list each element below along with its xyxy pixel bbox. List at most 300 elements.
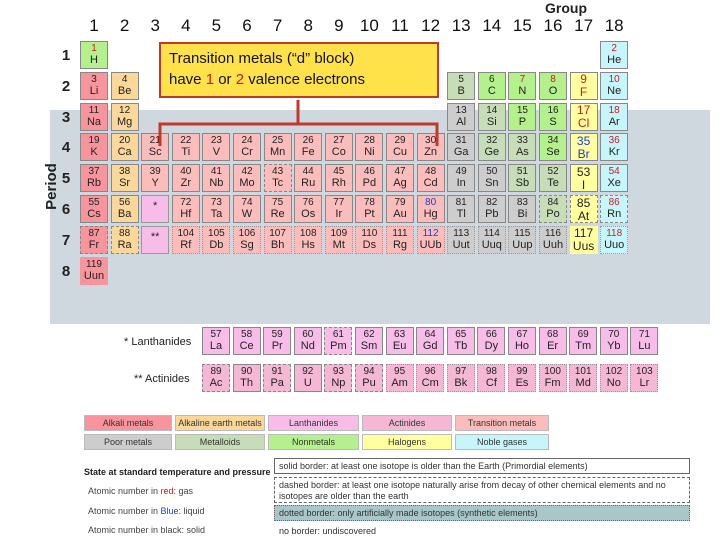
atomic-number: 87 bbox=[88, 227, 100, 239]
atomic-number: 47 bbox=[394, 166, 406, 178]
element-symbol: No bbox=[606, 377, 621, 389]
atomic-number: 99 bbox=[516, 366, 528, 377]
element-symbol: Sr bbox=[119, 177, 131, 190]
element-symbol: P bbox=[518, 115, 527, 128]
period-number: 7 bbox=[61, 231, 71, 249]
element-symbol: As bbox=[515, 146, 529, 159]
atomic-number: 97 bbox=[455, 366, 467, 377]
atomic-number: 6 bbox=[489, 73, 495, 85]
group-number: 14 bbox=[482, 16, 502, 35]
atomic-number: 92 bbox=[302, 366, 314, 377]
transition-metals-callout bbox=[159, 42, 439, 98]
atomic-number: 93 bbox=[332, 366, 344, 377]
element-symbol: Au bbox=[393, 208, 407, 220]
atomic-number: 90 bbox=[241, 366, 253, 377]
legend-item-lanthanide: Lanthanides bbox=[268, 415, 359, 431]
element-symbol: Sg bbox=[240, 238, 254, 251]
element-symbol: Nd bbox=[300, 340, 315, 352]
atomic-number: 18 bbox=[608, 104, 620, 116]
element-symbol: Fr bbox=[88, 238, 100, 251]
legend-item-actinide: Actinides bbox=[362, 415, 452, 431]
state-key-liquid bbox=[88, 506, 205, 516]
element-symbol: Uup bbox=[512, 238, 533, 251]
group-number: 5 bbox=[211, 16, 222, 35]
atomic-number: 37 bbox=[88, 166, 100, 178]
element-symbol: Cu bbox=[392, 146, 408, 159]
element-symbol: C bbox=[487, 84, 496, 97]
atomic-number: 12 bbox=[119, 104, 131, 116]
atomic-number: 3 bbox=[91, 73, 97, 85]
element-symbol: Se bbox=[546, 146, 560, 159]
legend-item-noble: Noble gases bbox=[455, 434, 549, 450]
element-symbol: Ce bbox=[239, 340, 254, 352]
element-symbol: Si bbox=[486, 115, 497, 128]
callout-text: have bbox=[169, 71, 206, 88]
element-symbol: Hf bbox=[180, 208, 192, 220]
state-key-gas bbox=[88, 486, 193, 496]
element-symbol: Ar bbox=[608, 115, 620, 128]
atomic-number: 56 bbox=[119, 197, 131, 208]
atomic-number: 9 bbox=[580, 72, 587, 87]
atomic-number: 64 bbox=[424, 329, 436, 340]
atomic-number: 4 bbox=[121, 73, 128, 85]
border-key-dotted: dotted border: only artificially made isotopes (synthetic elements) bbox=[274, 505, 690, 521]
group-number: 4 bbox=[181, 16, 191, 35]
atomic-number: 106 bbox=[238, 227, 256, 239]
atomic-number: 49 bbox=[455, 166, 467, 178]
atomic-number: 79 bbox=[394, 197, 406, 208]
element-symbol: Rb bbox=[86, 177, 102, 190]
callout-line-1: Transition metals (“d” block) bbox=[169, 50, 355, 67]
element-symbol: Cr bbox=[241, 146, 253, 159]
atomic-number: 89 bbox=[210, 366, 222, 377]
element-symbol: Ru bbox=[301, 177, 316, 190]
callout-number-2: 2 bbox=[235, 71, 245, 88]
atomic-number: 23 bbox=[210, 135, 222, 147]
legend-item-transition: Transition metals bbox=[455, 415, 549, 431]
atomic-number: 119 bbox=[86, 258, 102, 270]
atomic-number: 103 bbox=[636, 366, 653, 377]
group-number: 3 bbox=[150, 16, 160, 35]
atomic-number: 75 bbox=[272, 197, 284, 208]
element-symbol: Bh bbox=[270, 238, 285, 251]
element-symbol: W bbox=[241, 208, 253, 220]
element-symbol: Mg bbox=[116, 115, 133, 128]
f-block-placeholder: ** bbox=[141, 226, 169, 254]
element-symbol: He bbox=[607, 54, 622, 66]
atomic-number: 32 bbox=[486, 135, 498, 147]
atomic-number: 63 bbox=[394, 329, 406, 340]
element-symbol: Pu bbox=[362, 377, 376, 389]
element-symbol: Ds bbox=[362, 238, 377, 251]
atomic-number: 22 bbox=[180, 135, 192, 147]
element-symbol: Ir bbox=[335, 208, 343, 220]
element-symbol: Db bbox=[209, 238, 224, 251]
element-symbol: Uut bbox=[452, 238, 470, 251]
element-symbol: Tc bbox=[272, 177, 284, 190]
element-symbol: Rh bbox=[331, 177, 346, 190]
legend-item-alkali: Alkali metals bbox=[84, 415, 172, 431]
atomic-number: 81 bbox=[455, 197, 467, 208]
element-symbol: Gd bbox=[422, 340, 438, 352]
atomic-number: 48 bbox=[425, 166, 437, 178]
element-symbol: Cl bbox=[577, 116, 590, 131]
atomic-number: 84 bbox=[547, 197, 559, 208]
element-symbol: Hs bbox=[301, 238, 315, 251]
element-symbol: I bbox=[581, 177, 586, 192]
atomic-number: 27 bbox=[333, 135, 345, 147]
atomic-number: 31 bbox=[455, 135, 467, 147]
element-symbol: Pb bbox=[485, 208, 499, 220]
element-symbol: Sm bbox=[360, 340, 378, 352]
atomic-number: 21 bbox=[149, 135, 161, 147]
element-symbol: In bbox=[456, 177, 466, 190]
atomic-number: 40 bbox=[180, 166, 192, 178]
group-number: 15 bbox=[512, 16, 532, 35]
element-symbol: Zn bbox=[424, 146, 438, 159]
element-symbol: Uun bbox=[83, 269, 105, 282]
callout-number-1: 1 bbox=[205, 71, 215, 88]
element-symbol: Li bbox=[89, 84, 99, 97]
atomic-number: 77 bbox=[333, 197, 345, 208]
group-number: 8 bbox=[303, 16, 313, 35]
atomic-number: 28 bbox=[363, 135, 375, 147]
element-symbol: N bbox=[518, 84, 527, 97]
period-number: 4 bbox=[61, 139, 71, 157]
group-number: 7 bbox=[272, 16, 283, 35]
element-symbol: La bbox=[209, 340, 223, 352]
period-number: 2 bbox=[61, 77, 71, 95]
element-symbol: Ni bbox=[364, 146, 375, 159]
element-symbol: Na bbox=[86, 115, 102, 128]
element-symbol: Tb bbox=[454, 340, 468, 352]
atomic-number: 33 bbox=[516, 135, 528, 147]
atomic-number: 113 bbox=[453, 227, 470, 239]
atomic-number: 44 bbox=[302, 166, 314, 178]
atomic-number: 98 bbox=[485, 366, 497, 377]
atomic-number: 30 bbox=[425, 135, 437, 147]
atomic-number: 57 bbox=[210, 329, 222, 340]
atomic-number: 104 bbox=[177, 227, 195, 239]
atomic-number: 70 bbox=[608, 329, 620, 340]
atomic-number: 73 bbox=[210, 197, 222, 208]
element-symbol: Mo bbox=[239, 177, 255, 190]
atomic-number: 54 bbox=[608, 166, 620, 178]
group-number: 12 bbox=[421, 16, 441, 35]
period-number: 3 bbox=[61, 108, 71, 126]
atomic-number: 26 bbox=[302, 135, 314, 147]
element-symbol: Ho bbox=[514, 340, 530, 352]
group-number: 17 bbox=[574, 16, 594, 35]
element-symbol: Cd bbox=[423, 177, 438, 190]
atomic-number: 91 bbox=[271, 366, 283, 377]
period-axis-label: Period bbox=[42, 163, 60, 210]
atomic-number: 88 bbox=[119, 227, 131, 239]
callout-text: valence electrons bbox=[244, 71, 365, 88]
element-symbol: K bbox=[90, 146, 98, 159]
element-symbol: Ca bbox=[117, 146, 132, 159]
element-symbol: Ac bbox=[209, 377, 223, 389]
element-symbol: Zr bbox=[180, 177, 191, 190]
atomic-number: 50 bbox=[486, 166, 498, 178]
element-symbol: Cf bbox=[485, 377, 497, 389]
atomic-number: 43 bbox=[272, 166, 284, 178]
element-symbol: Ge bbox=[484, 146, 500, 159]
element-symbol: Cm bbox=[421, 377, 439, 389]
atomic-number: 71 bbox=[638, 329, 650, 340]
period-number: 1 bbox=[61, 47, 71, 64]
element-symbol: Al bbox=[456, 115, 467, 128]
element-symbol: Uuh bbox=[542, 238, 564, 251]
border-key-none: no border: undiscovered bbox=[279, 526, 377, 536]
state-key-title: State at standard temperature and pressure bbox=[84, 467, 271, 477]
element-symbol: At bbox=[577, 208, 590, 223]
element-symbol: Rn bbox=[607, 208, 622, 220]
element-symbol: Np bbox=[331, 377, 346, 389]
atomic-number: 20 bbox=[119, 135, 131, 147]
element-symbol: Ga bbox=[453, 146, 469, 159]
period-number: 6 bbox=[61, 201, 71, 218]
atomic-number: 46 bbox=[363, 166, 375, 178]
element-symbol: Tl bbox=[456, 208, 466, 220]
atomic-number: 14 bbox=[486, 104, 498, 116]
element-symbol: S bbox=[549, 115, 557, 128]
element-symbol: Dy bbox=[484, 340, 499, 352]
element-symbol: Pr bbox=[271, 340, 283, 352]
atomic-number: 83 bbox=[516, 197, 528, 208]
atomic-number: 7 bbox=[519, 73, 526, 85]
state-key-red-word: red bbox=[160, 486, 174, 496]
atomic-number: 117 bbox=[574, 226, 594, 241]
atomic-number: 95 bbox=[394, 366, 406, 377]
atomic-number: 60 bbox=[302, 329, 314, 340]
atomic-number: 96 bbox=[424, 366, 436, 377]
atomic-number: 42 bbox=[241, 166, 253, 178]
element-symbol: Pa bbox=[270, 377, 284, 389]
border-key-dashed: dashed border: at least one isotope naturally arise from decay of other chemical elements and no isotopes are older than the earth bbox=[274, 477, 690, 503]
element-symbol: Sn bbox=[485, 177, 499, 190]
group-number: 10 bbox=[359, 16, 379, 35]
element-symbol: Xe bbox=[607, 177, 621, 190]
element-symbol: Mn bbox=[269, 146, 286, 159]
element-symbol: Ra bbox=[117, 238, 132, 251]
atomic-number: 114 bbox=[483, 227, 500, 239]
element-symbol: Ne bbox=[607, 84, 622, 97]
atomic-number: 110 bbox=[361, 227, 378, 239]
atomic-number: 66 bbox=[485, 329, 497, 340]
element-symbol: Lu bbox=[638, 340, 651, 352]
group-number: 18 bbox=[604, 16, 624, 35]
atomic-number: 15 bbox=[516, 104, 528, 116]
atomic-number: 112 bbox=[422, 227, 439, 239]
element-symbol: Am bbox=[391, 377, 408, 389]
state-key-text: : liquid bbox=[178, 506, 205, 516]
actinides-series-label: ** Actinides bbox=[134, 373, 190, 385]
callout-text: or bbox=[214, 71, 236, 88]
atomic-number: 36 bbox=[608, 135, 620, 147]
group-title: Group bbox=[545, 0, 587, 16]
element-symbol: Fm bbox=[544, 377, 561, 389]
atomic-number: 109 bbox=[330, 227, 348, 239]
atomic-number: 41 bbox=[210, 166, 222, 178]
atomic-number: 108 bbox=[299, 227, 317, 239]
atomic-number: 52 bbox=[547, 166, 559, 178]
element-symbol: UUb bbox=[419, 238, 442, 251]
element-symbol: Uuo bbox=[604, 238, 625, 251]
atomic-number: 118 bbox=[606, 227, 623, 239]
atomic-number: 1 bbox=[91, 43, 97, 54]
element-symbol: Pd bbox=[362, 177, 377, 190]
atomic-number: 51 bbox=[516, 166, 528, 178]
atomic-number: 34 bbox=[547, 135, 559, 147]
group-number: 1 bbox=[89, 16, 99, 35]
atomic-number: 105 bbox=[208, 227, 225, 239]
element-symbol: Rg bbox=[392, 238, 408, 251]
atomic-number: 53 bbox=[576, 164, 591, 179]
atomic-number: 78 bbox=[363, 197, 375, 208]
element-symbol: Te bbox=[547, 177, 559, 190]
element-symbol: Nb bbox=[209, 177, 224, 190]
group-number: 2 bbox=[119, 16, 130, 35]
atomic-number: 2 bbox=[611, 43, 617, 54]
state-key-solid: Atomic number in black: solid bbox=[88, 525, 206, 535]
element-symbol: Br bbox=[577, 146, 590, 161]
element-symbol: Es bbox=[515, 377, 529, 389]
atomic-number: 102 bbox=[605, 366, 623, 377]
element-symbol: Sc bbox=[148, 146, 162, 159]
state-key-blue-word: Blue bbox=[160, 506, 179, 516]
atomic-number: 59 bbox=[271, 329, 283, 340]
element-symbol: Ti bbox=[181, 146, 191, 159]
element-symbol: Ag bbox=[393, 177, 407, 190]
element-symbol: Kr bbox=[608, 146, 620, 159]
element-symbol: Pm bbox=[330, 340, 347, 352]
atomic-number: 8 bbox=[550, 73, 556, 85]
element-symbol: Mt bbox=[332, 238, 345, 251]
atomic-number: 61 bbox=[332, 329, 344, 340]
atomic-number: 86 bbox=[608, 197, 620, 208]
element-symbol: Os bbox=[301, 208, 316, 220]
atomic-number: 111 bbox=[392, 227, 408, 239]
element-symbol: Bi bbox=[517, 208, 528, 220]
atomic-number: 45 bbox=[333, 166, 345, 178]
period-number: 8 bbox=[61, 262, 71, 280]
element-symbol: U bbox=[303, 377, 312, 389]
atomic-number: 17 bbox=[576, 103, 591, 118]
element-symbol: Co bbox=[331, 146, 346, 159]
legend-item-alkaline: Alkaline earth metals bbox=[175, 415, 265, 431]
atomic-number: 39 bbox=[149, 166, 161, 178]
element-symbol: F bbox=[579, 85, 588, 100]
atomic-number: 13 bbox=[455, 104, 467, 116]
callout-line-2 bbox=[169, 69, 429, 90]
atomic-number: 94 bbox=[363, 366, 375, 377]
element-symbol: Fe bbox=[301, 146, 315, 159]
atomic-number: 69 bbox=[577, 329, 589, 340]
atomic-number: 38 bbox=[119, 166, 131, 178]
atomic-number: 62 bbox=[363, 329, 375, 340]
atomic-number: 5 bbox=[458, 73, 464, 85]
atomic-number: 115 bbox=[514, 227, 531, 239]
element-symbol: Yb bbox=[607, 340, 621, 352]
element-symbol: Y bbox=[151, 177, 159, 190]
atomic-number: 55 bbox=[88, 197, 100, 208]
element-symbol: Bk bbox=[454, 377, 468, 389]
atomic-number: 101 bbox=[574, 366, 592, 377]
atomic-number: 24 bbox=[241, 135, 253, 147]
element-symbol: V bbox=[212, 146, 221, 159]
group-number: 9 bbox=[334, 16, 344, 35]
atomic-number: 29 bbox=[394, 135, 406, 147]
atomic-number: 10 bbox=[608, 73, 620, 85]
legend-item-metalloid: Metalloids bbox=[175, 434, 265, 450]
atomic-number: 76 bbox=[302, 197, 314, 208]
element-symbol: Md bbox=[575, 377, 591, 389]
border-key-solid: solid border: at least one isotope is older than the Earth (Primordial elements) bbox=[274, 458, 690, 474]
legend-item-halogen: Halogens bbox=[362, 434, 452, 450]
element-symbol: Pt bbox=[364, 208, 375, 220]
state-key-text: Atomic number in bbox=[88, 486, 161, 496]
group-number: 6 bbox=[242, 16, 252, 35]
atomic-number: 85 bbox=[576, 195, 591, 210]
atomic-number: 116 bbox=[545, 227, 561, 239]
element-symbol: Er bbox=[547, 340, 559, 352]
state-key-text: Atomic number in bbox=[88, 506, 161, 516]
element-symbol: Re bbox=[270, 208, 285, 220]
element-symbol: Rf bbox=[180, 238, 192, 251]
atomic-number: 19 bbox=[88, 135, 100, 147]
element-symbol: B bbox=[457, 84, 465, 97]
atomic-number: 25 bbox=[272, 135, 284, 147]
atomic-number: 82 bbox=[486, 197, 498, 208]
element-symbol: O bbox=[548, 84, 558, 97]
f-block-placeholder: * bbox=[141, 195, 169, 223]
bracket-line bbox=[160, 124, 437, 146]
period-number: 5 bbox=[61, 170, 71, 188]
legend-item-nonmetal: Nonmetals bbox=[268, 434, 359, 450]
atomic-number: 100 bbox=[544, 366, 561, 377]
element-symbol: Uus bbox=[572, 239, 595, 254]
element-symbol: Eu bbox=[392, 340, 407, 352]
element-symbol: Tm bbox=[575, 340, 592, 352]
atomic-number: 74 bbox=[241, 197, 253, 208]
atomic-number: 68 bbox=[547, 329, 559, 340]
element-symbol: H bbox=[90, 54, 98, 66]
atomic-number: 11 bbox=[88, 104, 100, 116]
atomic-number: 16 bbox=[547, 104, 559, 116]
element-symbol: Cs bbox=[87, 208, 101, 220]
state-key-text: : gas bbox=[173, 486, 194, 496]
atomic-number: 65 bbox=[455, 329, 467, 340]
element-symbol: Sb bbox=[515, 177, 530, 190]
atomic-number: 67 bbox=[516, 329, 528, 340]
atomic-number: 107 bbox=[269, 227, 286, 239]
element-symbol: Po bbox=[546, 208, 560, 220]
atomic-number: 35 bbox=[576, 133, 591, 148]
group-number: 13 bbox=[451, 16, 471, 35]
element-symbol: Uuq bbox=[481, 238, 502, 251]
legend-item-poor: Poor metals bbox=[84, 434, 172, 450]
element-symbol: Be bbox=[117, 84, 132, 97]
lanthanides-series-label: * Lanthanides bbox=[124, 336, 192, 348]
atomic-number: 72 bbox=[180, 197, 192, 208]
atomic-number: 58 bbox=[241, 329, 253, 340]
group-number: 16 bbox=[543, 16, 563, 35]
element-symbol: Ta bbox=[210, 208, 223, 220]
element-symbol: Lr bbox=[639, 377, 650, 389]
atomic-number: 80 bbox=[425, 197, 437, 208]
element-symbol: Ba bbox=[117, 208, 132, 220]
